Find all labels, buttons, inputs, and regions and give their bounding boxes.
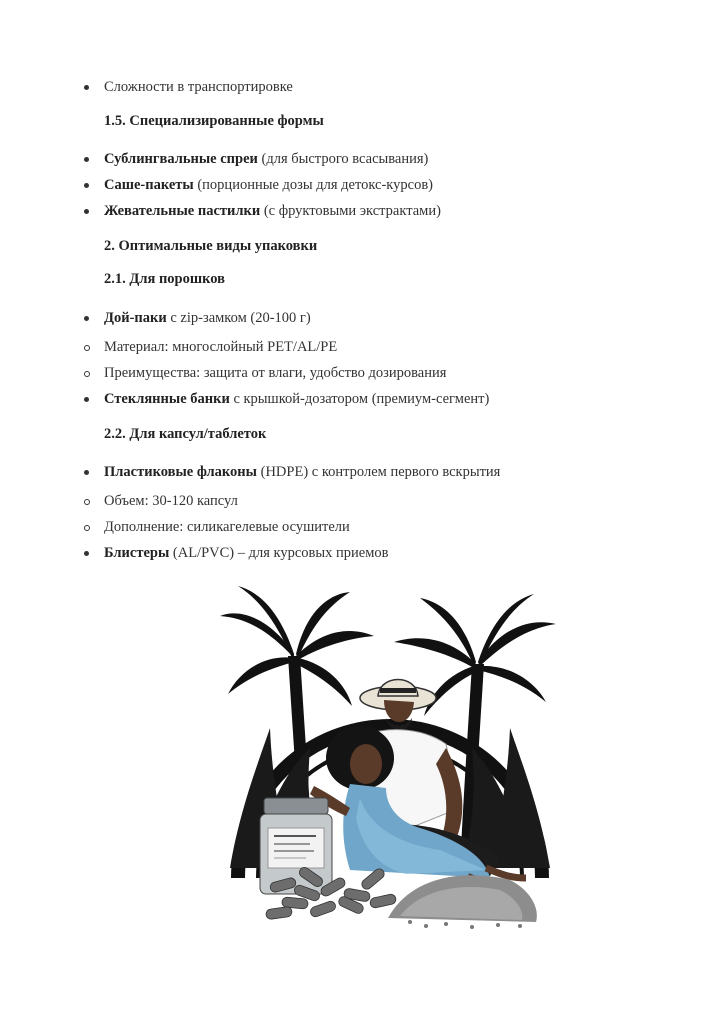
list-subitem: Объем: 30-120 капсул <box>104 493 238 509</box>
list-subitem: Преимущества: защита от влаги, удобство дозирования <box>104 365 447 381</box>
illustration <box>210 578 570 934</box>
section-heading: 2.1. Для порошков <box>104 271 225 287</box>
list-item: Дой-паки с zip-замком (20-100 г) <box>104 310 311 326</box>
list-item: Пластиковые флаконы (HDPE) с контролем первого вскрытия <box>104 464 501 480</box>
section-heading: 2.2. Для капсул/таблеток <box>104 426 267 442</box>
granules-pile <box>388 875 537 929</box>
list-item: Сложности в транспортировке <box>104 79 293 95</box>
section-heading: 1.5. Специализированные формы <box>104 113 324 129</box>
list-subitem: Дополнение: силикагелевые осушители <box>104 519 350 535</box>
list-item: Саше-пакеты (порционные дозы для детокс-курсов) <box>104 177 434 193</box>
list-item: Стеклянные банки с крышкой-дозатором (премиум-сегмент) <box>104 391 490 407</box>
list-subitem: Материал: многослойный PET/AL/PE <box>104 339 338 355</box>
section-heading: 2. Оптимальные виды упаковки <box>104 238 318 254</box>
list-item: Блистеры (AL/PVC) – для курсовых приемов <box>104 545 389 561</box>
list-item: Сублингвальные спреи (для быстрого всасывания) <box>104 151 429 167</box>
list-item: Жевательные пастилки (с фруктовыми экстрактами) <box>104 203 441 219</box>
